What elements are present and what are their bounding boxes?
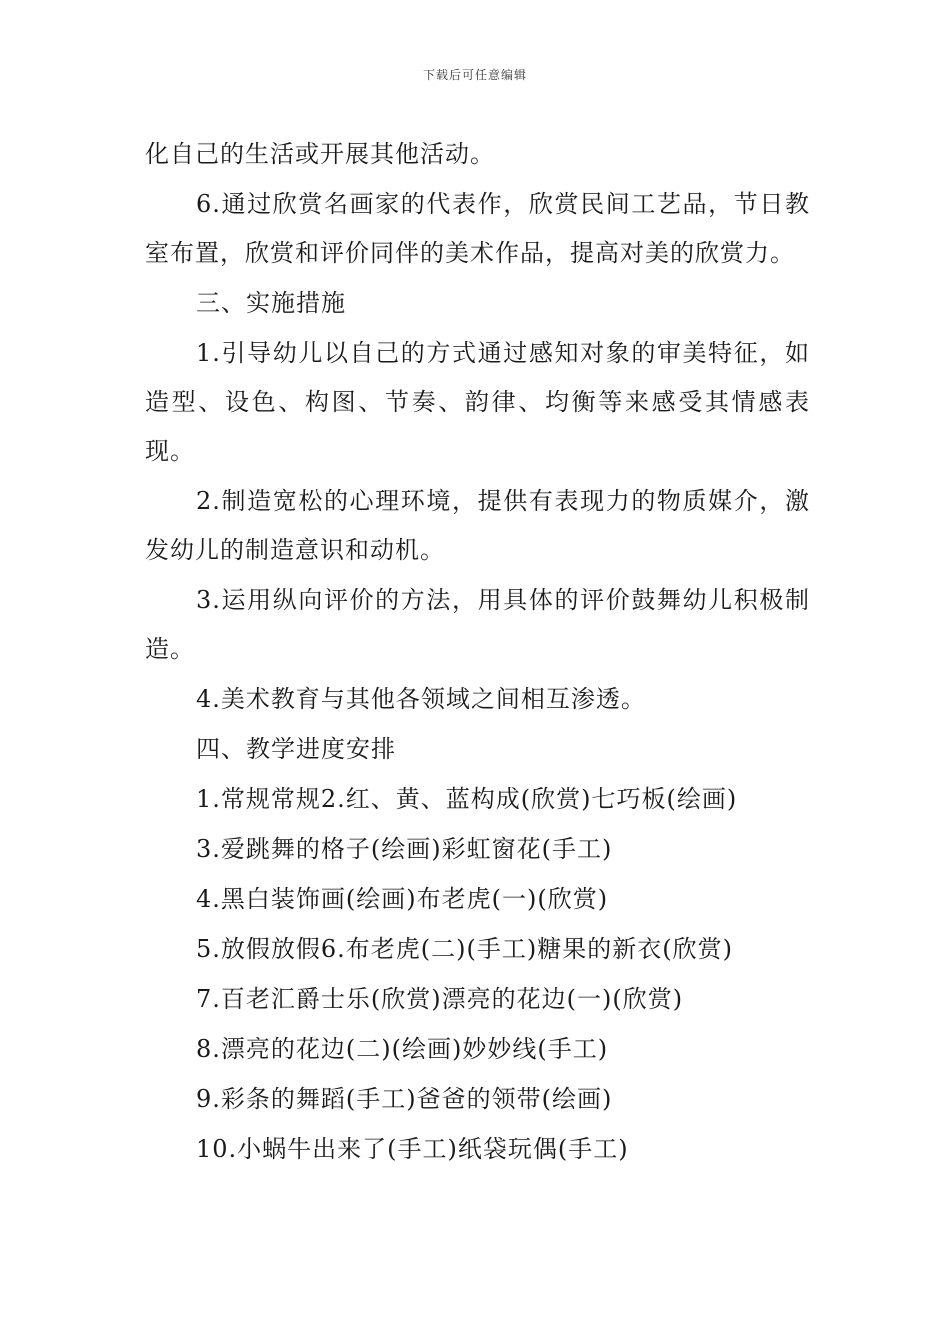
section-heading: 四、教学进度安排 bbox=[196, 735, 396, 763]
section-heading: 三、实施措施 bbox=[196, 289, 346, 317]
paragraph: 4.美术教育与其他各领域之间相互渗透。 bbox=[196, 685, 646, 713]
paragraph: 1.引导幼儿以自己的方式通过感知对象的审美特征，如造型、设色、构图、节奏、韵律、均衡等来感受其情感表现。 bbox=[145, 339, 810, 465]
schedule-item: 7.百老汇爵士乐(欣赏)漂亮的花边(一)(欣赏) bbox=[196, 985, 684, 1013]
paragraph: 化自己的生活或开展其他活动。 bbox=[145, 140, 495, 168]
schedule-item: 10.小蜗牛出来了(手工)纸袋玩偶(手工) bbox=[196, 1135, 629, 1163]
schedule-item: 3.爱跳舞的格子(绘画)彩虹窗花(手工) bbox=[196, 835, 613, 863]
paragraph: 2.制造宽松的心理环境，提供有表现力的物质媒介，激发幼儿的制造意识和动机。 bbox=[145, 487, 810, 564]
schedule-item: 4.黑白装饰画(绘画)布老虎(一)(欣赏) bbox=[196, 885, 609, 913]
page-header: 下载后可任意编辑 bbox=[422, 68, 527, 82]
schedule-item: 1.常规常规2.红、黄、蓝构成(欣赏)七巧板(绘画) bbox=[196, 785, 738, 813]
paragraph: 3.运用纵向评价的方法，用具体的评价鼓舞幼儿积极制造。 bbox=[145, 586, 810, 663]
paragraph: 6.通过欣赏名画家的代表作，欣赏民间工艺品，节日教室布置，欣赏和评价同伴的美术作品，提高对美的欣赏力。 bbox=[145, 190, 810, 267]
schedule-item: 5.放假放假6.布老虎(二)(手工)糖果的新衣(欣赏) bbox=[196, 935, 733, 963]
schedule-item: 9.彩条的舞蹈(手工)爸爸的领带(绘画) bbox=[196, 1085, 613, 1113]
document-body bbox=[145, 130, 810, 1175]
schedule-item: 8.漂亮的花边(二)(绘画)妙妙线(手工) bbox=[196, 1035, 609, 1063]
